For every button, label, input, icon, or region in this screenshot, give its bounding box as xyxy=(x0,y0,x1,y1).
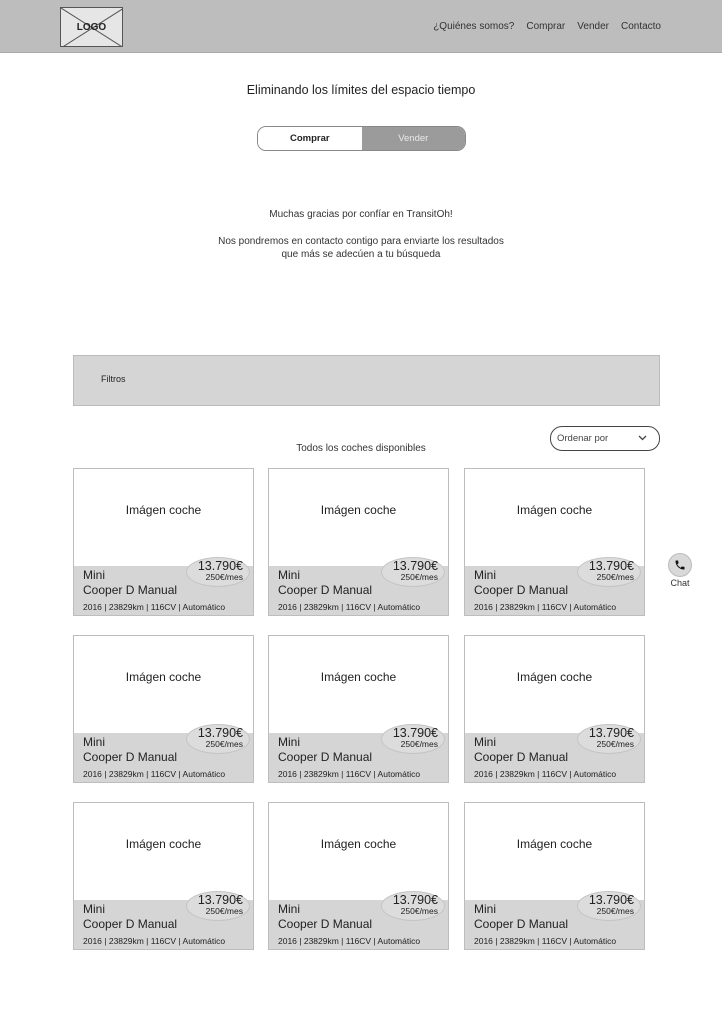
price-badge xyxy=(577,724,641,754)
car-monthly: 250€/mes xyxy=(400,739,438,749)
price-badge xyxy=(186,724,250,754)
car-make: Mini xyxy=(83,735,106,749)
car-make: Mini xyxy=(474,735,497,749)
car-monthly: 250€/mes xyxy=(400,906,438,916)
car-specs: 2016 | 23829km | 116CV | Automático xyxy=(83,936,226,946)
car-make: Mini xyxy=(278,735,301,749)
car-card[interactable] xyxy=(73,802,254,950)
car-price: 13.790€ xyxy=(197,893,243,907)
nav-link-about[interactable]: ¿Quiénes somos? xyxy=(433,21,515,32)
chat-button[interactable] xyxy=(667,553,693,588)
thank-you-message xyxy=(0,208,722,261)
contact-line-1: Nos pondremos en contacto contigo para enviarte los resultados xyxy=(218,236,504,247)
car-card[interactable] xyxy=(464,802,645,950)
nav-link-contact[interactable]: Contacto xyxy=(620,21,661,32)
car-model: Cooper D Manual xyxy=(474,917,569,931)
header xyxy=(0,0,722,53)
car-make: Mini xyxy=(278,568,301,582)
car-specs: 2016 | 23829km | 116CV | Automático xyxy=(474,936,617,946)
car-image-placeholder: Imágen coche xyxy=(125,670,202,684)
car-make: Mini xyxy=(474,568,497,582)
price-badge xyxy=(186,891,250,921)
price-badge xyxy=(577,891,641,921)
car-make: Mini xyxy=(474,902,497,916)
car-price: 13.790€ xyxy=(392,726,438,740)
car-monthly: 250€/mes xyxy=(205,739,243,749)
car-monthly: 250€/mes xyxy=(400,572,438,582)
car-image-placeholder: Imágen coche xyxy=(516,503,593,517)
car-monthly: 250€/mes xyxy=(596,906,634,916)
page-title: Eliminando los límites del espacio tiempo xyxy=(246,83,476,97)
car-image-placeholder: Imágen coche xyxy=(516,670,593,684)
car-model: Cooper D Manual xyxy=(278,583,373,597)
car-image-placeholder: Imágen coche xyxy=(320,670,397,684)
toggle-sell[interactable]: Vender xyxy=(362,127,466,150)
sort-dropdown[interactable] xyxy=(550,426,660,451)
phone-icon xyxy=(674,559,686,571)
car-price: 13.790€ xyxy=(588,726,634,740)
car-model: Cooper D Manual xyxy=(474,750,569,764)
car-card[interactable] xyxy=(464,635,645,783)
car-price: 13.790€ xyxy=(392,559,438,573)
logo-text: LOGO xyxy=(76,21,107,33)
toggle-buy[interactable]: Comprar xyxy=(258,127,362,150)
filters-panel[interactable] xyxy=(73,355,660,406)
car-price: 13.790€ xyxy=(588,893,634,907)
car-make: Mini xyxy=(83,902,106,916)
price-badge xyxy=(186,557,250,587)
filters-label: Filtros xyxy=(101,374,126,384)
car-model: Cooper D Manual xyxy=(83,917,178,931)
buy-sell-toggle xyxy=(257,126,466,151)
listing-title: Todos los coches disponibles xyxy=(296,443,426,454)
car-image-placeholder: Imágen coche xyxy=(125,837,202,851)
car-monthly: 250€/mes xyxy=(596,739,634,749)
car-make: Mini xyxy=(278,902,301,916)
logo[interactable] xyxy=(60,7,123,47)
car-model: Cooper D Manual xyxy=(278,750,373,764)
chevron-down-icon xyxy=(638,435,647,441)
car-specs: 2016 | 23829km | 116CV | Automático xyxy=(83,769,226,779)
chat-label: Chat xyxy=(670,578,690,588)
chat-icon-circle xyxy=(668,553,692,577)
car-specs: 2016 | 23829km | 116CV | Automático xyxy=(474,769,617,779)
price-badge xyxy=(381,891,445,921)
car-image-placeholder: Imágen coche xyxy=(320,503,397,517)
car-price: 13.790€ xyxy=(197,726,243,740)
car-monthly: 250€/mes xyxy=(596,572,634,582)
nav-link-sell[interactable]: Vender xyxy=(577,21,609,32)
car-specs: 2016 | 23829km | 116CV | Automático xyxy=(278,602,421,612)
car-price: 13.790€ xyxy=(392,893,438,907)
car-price: 13.790€ xyxy=(588,559,634,573)
car-image-placeholder: Imágen coche xyxy=(320,837,397,851)
car-card[interactable] xyxy=(268,635,449,783)
car-model: Cooper D Manual xyxy=(474,583,569,597)
car-make: Mini xyxy=(83,568,106,582)
car-image-placeholder: Imágen coche xyxy=(516,837,593,851)
price-badge xyxy=(381,557,445,587)
car-model: Cooper D Manual xyxy=(83,750,178,764)
car-card[interactable] xyxy=(268,468,449,616)
car-price: 13.790€ xyxy=(197,559,243,573)
car-specs: 2016 | 23829km | 116CV | Automático xyxy=(278,936,421,946)
car-specs: 2016 | 23829km | 116CV | Automático xyxy=(278,769,421,779)
car-specs: 2016 | 23829km | 116CV | Automático xyxy=(83,602,226,612)
car-monthly: 250€/mes xyxy=(205,572,243,582)
contact-line-2: que más se adecúen a tu búsqueda xyxy=(281,249,441,260)
price-badge xyxy=(381,724,445,754)
car-model: Cooper D Manual xyxy=(278,917,373,931)
car-card[interactable] xyxy=(268,802,449,950)
car-card[interactable] xyxy=(73,468,254,616)
sort-label: Ordenar por xyxy=(557,433,609,444)
nav-link-buy[interactable]: Comprar xyxy=(526,21,566,32)
main-nav xyxy=(433,21,661,32)
car-specs: 2016 | 23829km | 116CV | Automático xyxy=(474,602,617,612)
car-model: Cooper D Manual xyxy=(83,583,178,597)
thank-you-line: Muchas gracias por confíar en TransitOh! xyxy=(269,209,453,220)
car-image-placeholder: Imágen coche xyxy=(125,503,202,517)
price-badge xyxy=(577,557,641,587)
car-card[interactable] xyxy=(73,635,254,783)
car-monthly: 250€/mes xyxy=(205,906,243,916)
car-card[interactable] xyxy=(464,468,645,616)
